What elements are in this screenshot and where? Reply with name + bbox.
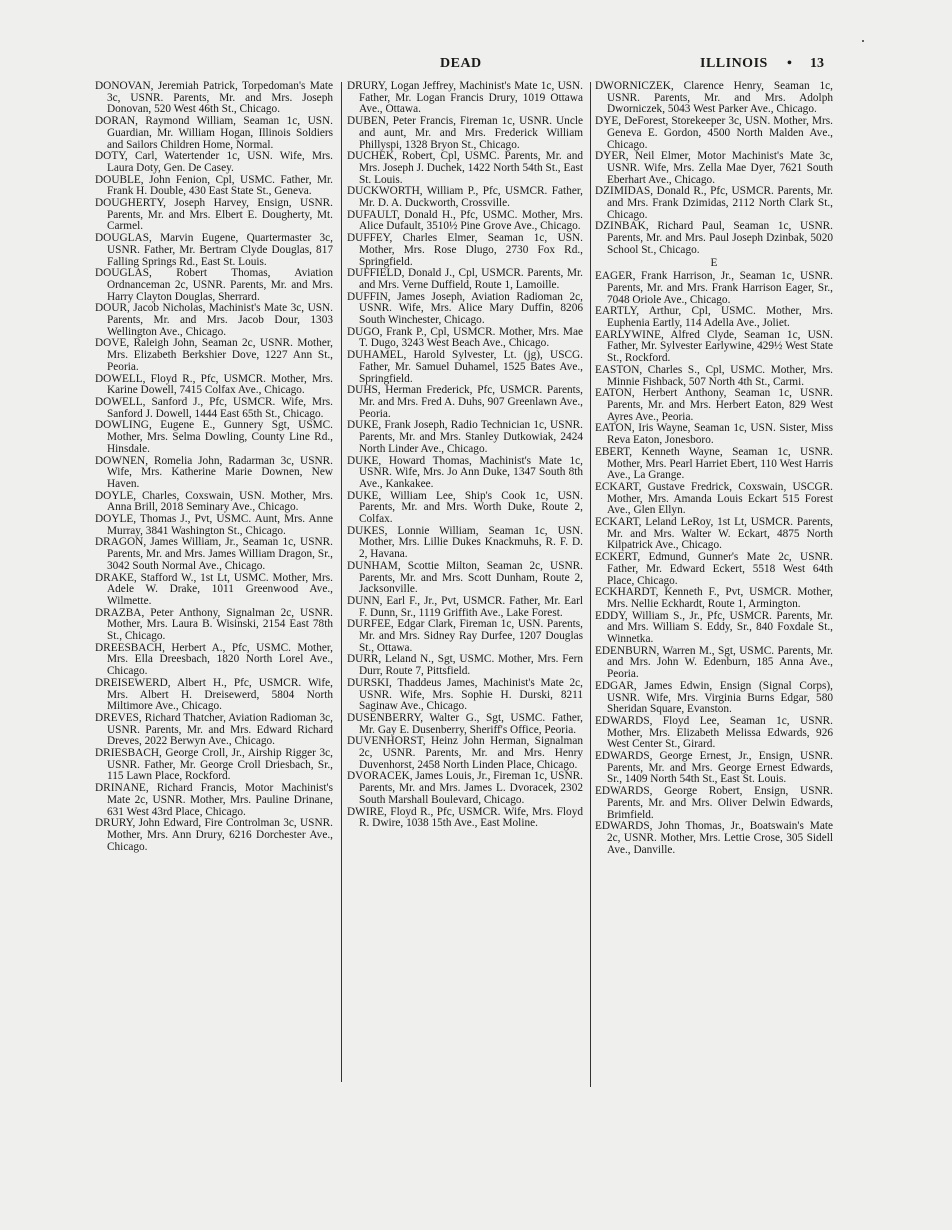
obituary-entry: DURFEE, Edgar Clark, Fireman 1c, USN. Parents, Mr. and Mrs. Sidney Ray Durfee, 1207 Douglas St., Ottawa. [347,618,583,654]
obituary-entry: DWIRE, Floyd R., Pfc, USMCR. Wife, Mrs. Floyd R. Dwire, 1038 15th Ave., East Moline. [347,805,583,830]
obituary-entry: DOUBLE, John Fenion, Cpl, USMC. Father, Mr. Frank H. Double, 430 East State St., Geneva. [95,173,333,198]
column-divider [590,82,591,1087]
header-bullet: • [787,56,792,71]
obituary-entry: DORAN, Raymond William, Seaman 1c, USN. Guardian, Mr. William Hogan, Illinois Soldiers and Sailors Children Home, Normal. [95,115,333,151]
column-right-d-entries [595,81,833,257]
obituary-entry: DREESBACH, Herbert A., Pfc, USMC. Mother, Mrs. Ella Dreesbach, 1820 North Lorel Ave., Chicago. [95,641,333,678]
column-right [595,81,833,856]
obituary-entry: DUVENHORST, Heinz John Herman, Signalman 2c, USNR. Parents, Mr. and Mrs. Henry Duvenhorst, 2458 North Linden Place, Chicago. [347,735,583,771]
obituary-entry: EBERT, Kenneth Wayne, Seaman 1c, USNR. Mother, Mrs. Pearl Harriet Ebert, 110 West Harris Ave., La Grange. [595,445,833,482]
obituary-entry: DRAKE, Stafford W., 1st Lt, USMC. Mother, Mrs. Adele W. Drake, 1011 Greenwood Ave., Wilmette. [95,571,333,607]
column-left [95,81,333,853]
obituary-entry: DUFFIN, James Joseph, Aviation Radioman 2c, USNR. Wife, Mrs. Alice Mary Duffin, 8206 South Winchester, Chicago. [347,290,583,327]
obituary-entry: DUFFEY, Charles Elmer, Seaman 1c, USN. Mother, Mrs. Rose Dlugo, 2730 Fox Rd., Springfield. [347,232,583,268]
page-title: DEAD [440,56,482,71]
obituary-entry: DUNN, Earl F., Jr., Pvt, USMCR. Father, Mr. Earl F. Dunn, Sr., 1119 Griffith Ave., Lake Forest. [347,594,583,619]
obituary-entry: DURSKI, Thaddeus James, Machinist's Mate 2c, USNR. Wife, Mrs. Sophie H. Durski, 8211 Saginaw Ave., Chicago. [347,676,583,713]
obituary-entry: DOVE, Raleigh John, Seaman 2c, USNR. Mother, Mrs. Elizabeth Berkshier Dove, 1227 Ann St., Peoria. [95,337,333,373]
obituary-entry: DZINBAK, Richard Paul, Seaman 1c, USNR. Parents, Mr. and Mrs. Paul Joseph Dzinbak, 5020 School St., Chicago. [595,220,833,256]
obituary-entry: EDGAR, James Edwin, Ensign (Signal Corps), USNR. Wife, Mrs. Virginia Burns Edgar, 580 Sheridan Square, Evanston. [595,679,833,716]
obituary-entry: ECKERT, Edmund, Gunner's Mate 2c, USNR. Father, Mr. Edward Eckert, 5518 West 64th Place, Chicago. [595,551,833,587]
obituary-entry: EATON, Herbert Anthony, Seaman 1c, USNR. Parents, Mr. and Mrs. Herbert Eaton, 829 West Ayres Ave., Peoria. [595,387,833,423]
obituary-entry: DREVES, Richard Thatcher, Aviation Radioman 3c, USNR. Parents, Mr. and Mrs. Edward Richard Dreves, 2022 Berwyn Ave., Chicago. [95,711,333,748]
page-number: 13 [810,56,824,71]
obituary-entry: EDWARDS, George Ernest, Jr., Ensign, USNR. Parents, Mr. and Mrs. George Ernest Edwards, Sr., 1409 North 54th St., East St. Louis. [595,750,833,786]
obituary-entry: DOUGLAS, Robert Thomas, Aviation Ordnanceman 2c, USNR. Parents, Mr. and Mrs. Harry Clayton Douglas, Sherrard. [95,267,333,303]
obituary-entry: DOWELL, Floyd R., Pfc, USMCR. Mother, Mrs. Karine Dowell, 7415 Colfax Ave., Chicago. [95,372,333,397]
obituary-entry: DUCHEK, Robert, Cpl, USMC. Parents, Mr. and Mrs. Joseph J. Duchek, 1422 North 54th St., East St. Louis. [347,150,583,186]
page-header [0,56,952,76]
obituary-entry: ECKART, Gustave Fredrick, Coxswain, USCGR. Mother, Mrs. Amanda Louis Eckart 515 Forest Ave., Glen Ellyn. [595,480,833,517]
obituary-entry: DUKES, Lonnie William, Seaman 1c, USN. Mother, Mrs. Lillie Dukes Knackmuhs, R. F. D. 2, Havana. [347,524,583,561]
obituary-entry: EDDY, William S., Jr., Pfc, USMCR. Parents, Mr. and Mrs. William S. Eddy, Sr., 840 Foxdale St., Winnetka. [595,609,833,646]
obituary-entry: DUFAULT, Donald H., Pfc, USMC. Mother, Mrs. Alice Dufault, 3510½ Pine Grove Ave., Chicago. [347,208,583,233]
obituary-entry: DRURY, Logan Jeffrey, Machinist's Mate 1c, USN. Father, Mr. Logan Francis Drury, 1019 Ottawa Ave., Ottawa. [347,80,583,116]
obituary-entry: DRAGON, James William, Jr., Seaman 1c, USNR. Parents, Mr. and Mrs. James William Dragon, Sr., 3042 South Normal Ave., Chicago. [95,536,333,572]
obituary-entry: DOYLE, Charles, Coxswain, USN. Mother, Mrs. Anna Brill, 2018 Seminary Ave., Chicago. [95,489,333,514]
obituary-entry: DUSENBERRY, Walter G., Sgt, USMC. Father, Mr. Gay E. Dusenberry, Sheriff's Office, Peoria. [347,711,583,736]
obituary-entry: EARTLY, Arthur, Cpl, USMC. Mother, Mrs. Euphenia Eartly, 114 Adella Ave., Joliet. [595,305,833,330]
obituary-entry: DOUGHERTY, Joseph Harvey, Ensign, USNR. Parents, Mr. and Mrs. Elbert E. Dougherty, Mt. Carmel. [95,197,333,233]
obituary-entry: DUKE, Frank Joseph, Radio Technician 1c, USNR. Parents, Mr. and Mrs. Stanley Dutkowiak, 2424 North Linder Ave., Chicago. [347,419,583,455]
obituary-entry: DREISEWERD, Albert H., Pfc, USMCR. Wife, Mrs. Albert H. Dreisewerd, 5804 North Miltimore Ave., Chicago. [95,676,333,713]
state-name: ILLINOIS [700,56,768,71]
obituary-entry: EDWARDS, John Thomas, Jr., Boatswain's Mate 2c, USNR. Mother, Mrs. Lettie Crose, 305 Sidell Ave., Danville. [595,820,833,856]
section-letter: E [710,256,718,269]
obituary-entry: EASTON, Charles S., Cpl, USMC. Mother, Mrs. Minnie Fishback, 507 North 4th St., Carmi. [595,363,833,388]
obituary-entry: EAGER, Frank Harrison, Jr., Seaman 1c, USNR. Parents, Mr. and Mrs. Frank Harrison Eager, Sr., 7048 Oriole Ave., Chicago. [595,270,833,306]
obituary-entry: DYE, DeForest, Storekeeper 3c, USN. Mother, Mrs. Geneva E. Gordon, 4500 North Malden Ave., Chicago. [595,115,833,151]
obituary-entry: DOWNEN, Romelia John, Radarman 3c, USNR. Wife, Mrs. Katherine Marie Downen, New Haven. [95,454,333,490]
obituary-entry: ECKHARDT, Kenneth F., Pvt, USMCR. Mother, Mrs. Nellie Eckhardt, Route 1, Armington. [595,586,833,610]
obituary-entry: DUFFIELD, Donald J., Cpl, USMCR. Parents, Mr. and Mrs. Verne Duffield, Route 1, Lamoille. [347,267,583,291]
obituary-entry: EARLYWINE, Alfred Clyde, Seaman 1c, USN. Father, Mr. Sylvester Earlywine, 429½ West State St., Rockford. [595,328,833,365]
obituary-entry: DOYLE, Thomas J., Pvt, USMC. Aunt, Mrs. Anne Murray, 3841 Washington St., Chicago. [95,513,333,537]
obituary-entry: DUGO, Frank P., Cpl, USMCR. Mother, Mrs. Mae T. Dugo, 3243 West Beach Ave., Chicago. [347,325,583,350]
obituary-entry: DONOVAN, Jeremiah Patrick, Torpedoman's Mate 3c, USNR. Parents, Mr. and Mrs. Joseph Donovan, 520 West 46th St., Chicago. [95,80,333,116]
obituary-entry: DUBEN, Peter Francis, Fireman 1c, USNR. Uncle and aunt, Mr. and Mrs. Frederick William Phillyspi, 1328 Bryon St., Chicago. [347,115,583,151]
obituary-entry: DUHS, Herman Frederick, Pfc, USMCR. Parents, Mr. and Mrs. Fred A. Duhs, 907 Greenlawn Ave., Peoria. [347,384,583,420]
obituary-entry: DURR, Leland N., Sgt, USMC. Mother, Mrs. Fern Durr, Route 7, Pittsfield. [347,653,583,678]
column-middle [347,81,583,830]
obituary-entry: EDWARDS, Floyd Lee, Seaman 1c, USNR. Mother, Mrs. Elizabeth Melissa Edwards, 926 West Center St., Girard. [595,714,833,751]
scan-speck [862,40,864,42]
obituary-entry: DRIESBACH, George Croll, Jr., Airship Rigger 3c, USNR. Father, Mr. George Croll Driesbach, Sr., 115 Lawn Place, Rockford. [95,747,333,783]
obituary-entry: DZIMIDAS, Donald R., Pfc, USMCR. Parents, Mr. and Mrs. Frank Dzimidas, 2112 North Clark St., Chicago. [595,185,833,221]
obituary-entry: DVORACEK, James Louis, Jr., Fireman 1c, USNR. Parents, Mr. and Mrs. James L. Dvoracek, 2302 South Marshall Boulevard, Chicago. [347,770,583,806]
obituary-entry: DOWELL, Sanford J., Pfc, USMCR. Wife, Mrs. Sanford J. Dowell, 1444 East 65th St., Chicago. [95,395,333,420]
obituary-entry: DYER, Neil Elmer, Motor Machinist's Mate 3c, USNR. Wife, Mrs. Zella Mae Dyer, 7621 South Eberhart Ave., Chicago. [595,150,833,186]
obituary-entry: DUNHAM, Scottie Milton, Seaman 2c, USNR. Parents, Mr. and Mrs. Scott Dunham, Route 2, Jacksonville. [347,559,583,596]
obituary-entry: DUCKWORTH, William P., Pfc, USMCR. Father, Mr. D. A. Duckworth, Crossville. [347,185,583,210]
obituary-entry: DRURY, John Edward, Fire Controlman 3c, USNR. Mother, Mrs. Ann Drury, 6216 Dorchester Ave., Chicago. [95,817,333,853]
obituary-entry: DUHAMEL, Harold Sylvester, Lt. (jg), USCG. Father, Mr. Samuel Duhamel, 1525 Bates Ave., Springfield. [347,349,583,385]
obituary-entry: EDWARDS, George Robert, Ensign, USNR. Parents, Mr. and Mrs. Oliver Delwin Edwards, Brimfield. [595,785,833,821]
obituary-entry: DOTY, Carl, Watertender 1c, USN. Wife, Mrs. Laura Doty, Gen. De Casey. [95,150,333,174]
obituary-entry: DWORNICZEK, Clarence Henry, Seaman 1c, USNR. Parents, Mr. and Mrs. Adolph Dworniczek, 5043 West Parker Ave., Chicago. [595,80,833,116]
obituary-entry: DRINANE, Richard Francis, Motor Machinist's Mate 2c, USNR. Mother, Mrs. Pauline Drinane, 631 West 43rd Place, Chicago. [95,782,333,818]
column-divider [341,82,342,1082]
obituary-entry: EDENBURN, Warren M., Sgt, USMC. Parents, Mr. and Mrs. John W. Edenburn, 185 Anna Ave., Peoria. [595,644,833,681]
obituary-entry: DUKE, Howard Thomas, Machinist's Mate 1c, USNR. Wife, Mrs. Jo Ann Duke, 1347 South 8th Ave., Kankakee. [347,454,583,490]
column-right-e-entries [595,271,833,856]
obituary-entry: EATON, Iris Wayne, Seaman 1c, USN. Sister, Miss Reva Eaton, Jonesboro. [595,422,833,447]
obituary-entry: DUKE, William Lee, Ship's Cook 1c, USN. Parents, Mr. and Mrs. Worth Duke, Route 2, Colfax. [347,489,583,526]
obituary-entry: DOUGLAS, Marvin Eugene, Quartermaster 3c, USNR. Father, Mr. Bertram Clyde Douglas, 817 Falling Springs Rd., East St. Louis. [95,232,333,268]
obituary-entry: DRAZBA, Peter Anthony, Signalman 2c, USNR. Mother, Mrs. Laura B. Wisinski, 2154 East 78th St., Chicago. [95,606,333,643]
obituary-entry: DOWLING, Eugene E., Gunnery Sgt, USMC. Mother, Mrs. Selma Dowling, County Line Rd., Hinsdale. [95,419,333,455]
obituary-entry: DOUR, Jacob Nicholas, Machinist's Mate 3c, USN. Parents, Mr. and Mrs. Jacob Dour, 1303 Wellington Ave., Chicago. [95,302,333,338]
obituary-entry: ECKART, Leland LeRoy, 1st Lt, USMCR. Parents, Mr. and Mrs. Walter W. Eckart, 4875 North Kilpatrick Ave., Chicago. [595,516,833,552]
